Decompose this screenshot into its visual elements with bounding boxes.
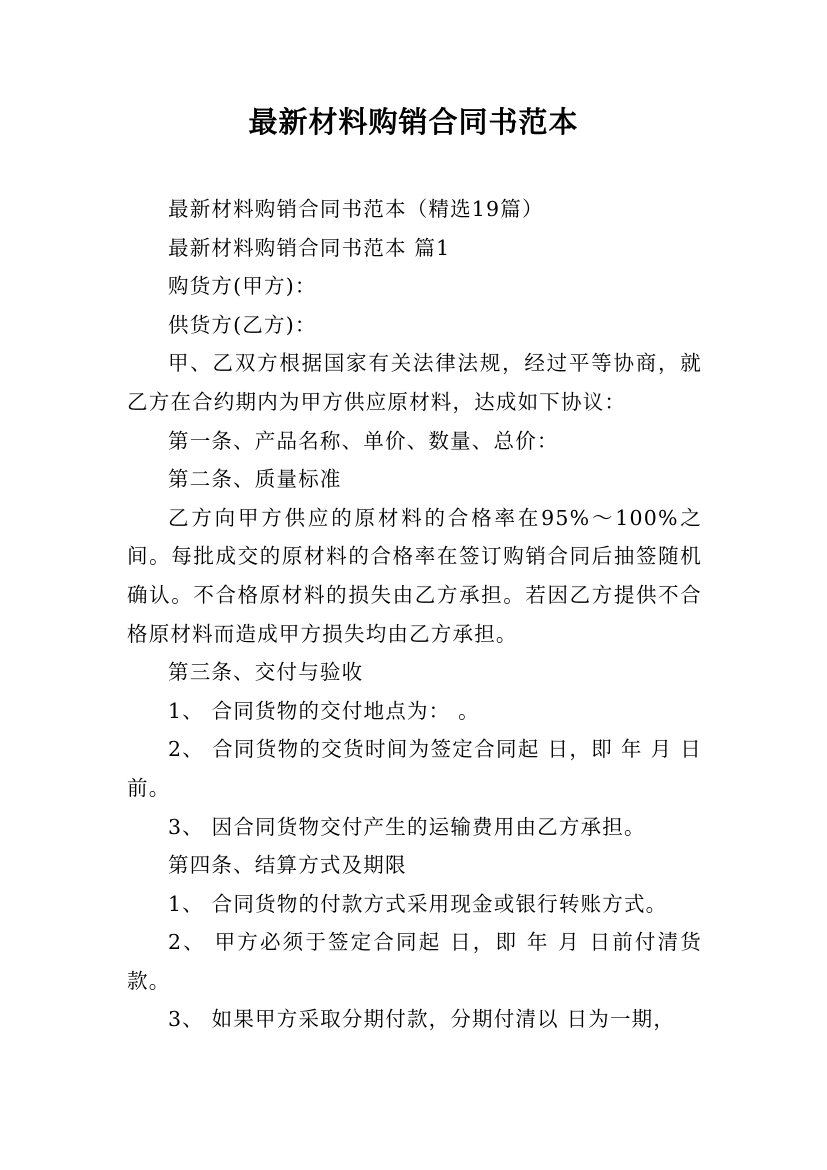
- paragraph-quality-standard: 乙方向甲方供应的原材料的合格率在95%～100%之间。每批成交的原材料的合格率在签订购销合同后抽签随机确认。不合格原材料的损失由乙方承担。若因乙方提供不合格原材料而造成甲方损失均由乙方承担。: [127, 505, 702, 646]
- paragraph-payment-deadline: 2、 甲方必须于签定合同起 日，即 年 月 日前付清货款。: [127, 930, 702, 993]
- paragraph-delivery-time: 2、 合同货物的交货时间为签定合同起 日，即 年 月 日前。: [127, 737, 702, 800]
- paragraph-delivery-location: 1、 合同货物的交付地点为： 。: [168, 698, 480, 723]
- paragraph-clause-1-heading: 第一条、产品名称、单价、数量、总价：: [168, 428, 559, 453]
- paragraph-transport-cost: 3、 因合同货物交付产生的运输费用由乙方承担。: [168, 814, 646, 839]
- paragraph-installment: 3、 如果甲方采取分期付款，分期付清以 日为一期，: [168, 1007, 676, 1032]
- document-body: [127, 190, 702, 1039]
- paragraph-preamble: 甲、乙双方根据国家有关法律法规，经过平等协商，就乙方在合约期内为甲方供应原材料，达成如下协议：: [127, 351, 702, 414]
- paragraph-buyer: 购货方(甲方)：: [168, 274, 317, 299]
- paragraph-payment-method: 1、 合同货物的付款方式采用现金或银行转账方式。: [168, 891, 668, 916]
- paragraph-clause-3-heading: 第三条、交付与验收: [168, 660, 364, 685]
- document-title: 最新材料购销合同书范本: [248, 105, 579, 139]
- paragraph-clause-2-heading: 第二条、质量标准: [168, 467, 342, 492]
- paragraph-supplier: 供货方(乙方)：: [168, 312, 317, 337]
- paragraph-clause-4-heading: 第四条、结算方式及期限: [168, 853, 407, 878]
- paragraph-article-heading: 最新材料购销合同书范本 篇1: [168, 235, 451, 260]
- paragraph-subtitle: 最新材料购销合同书范本（精选19篇）: [168, 197, 544, 221]
